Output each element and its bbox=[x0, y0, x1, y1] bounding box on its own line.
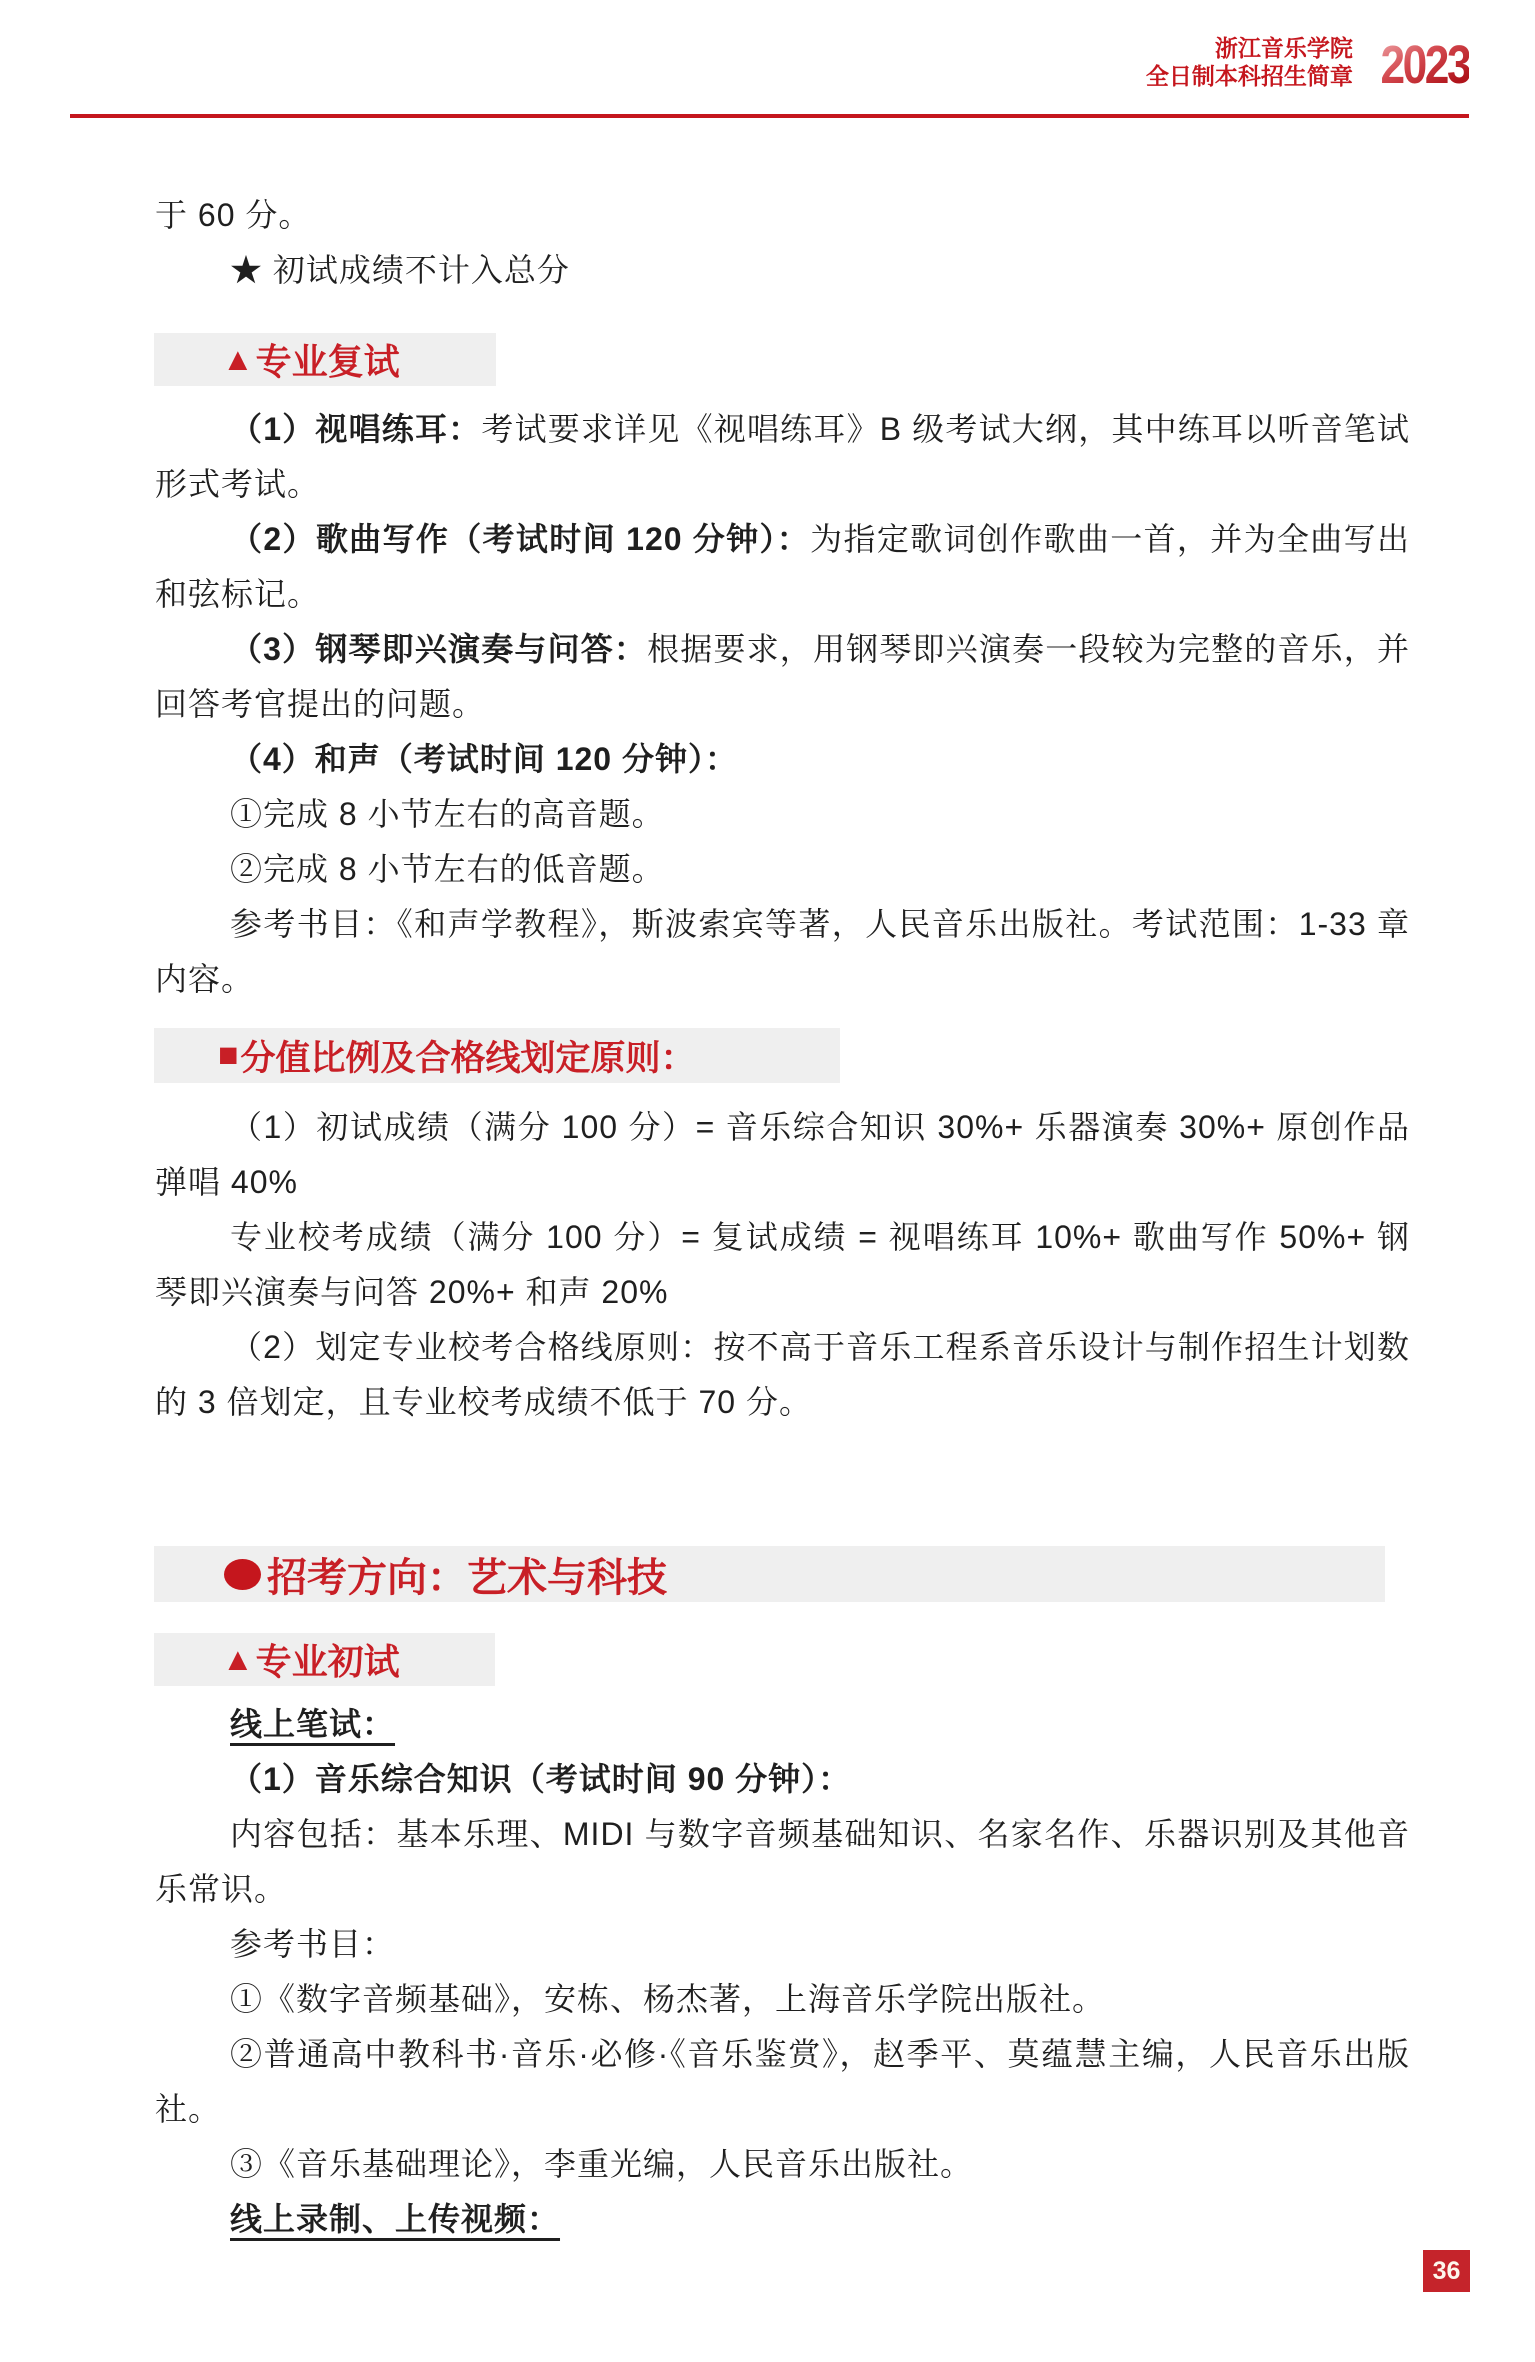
paragraph bbox=[155, 732, 1410, 787]
paragraph bbox=[155, 2027, 1410, 2137]
paragraph bbox=[155, 1807, 1410, 1917]
paragraph-text: 考试要求详见《视唱练耳》B 级考试大纲，其中练耳以听音笔试形式考试。 bbox=[155, 411, 1410, 502]
paragraph bbox=[155, 512, 1410, 622]
paragraph bbox=[155, 842, 1410, 897]
paragraph-text: ②完成 8 小节左右的低音题。 bbox=[230, 851, 665, 887]
paragraph-text: 参考书目： bbox=[230, 1926, 396, 1962]
paragraph-lead: （3）钢琴即兴演奏与问答： bbox=[230, 631, 648, 667]
paragraph-text: 内容包括：基本乐理、MIDI 与数字音频基础知识、名家名作、乐器识别及其他音乐常识。 bbox=[155, 1816, 1410, 1907]
paragraph-text: 专业校考成绩（满分 100 分）= 复试成绩 = 视唱练耳 10%+ 歌曲写作 50%+ 钢琴即兴演奏与问答 20%+ 和声 20% bbox=[155, 1219, 1410, 1310]
subheading-online-video: 线上录制、上传视频： bbox=[230, 2201, 561, 2237]
circle-icon bbox=[224, 1559, 261, 1590]
section-heading-first-test-label: 专业初试 bbox=[255, 1641, 400, 1682]
brochure-title: 全日制本科招生简章 bbox=[1145, 63, 1353, 89]
paragraph-text: ②普通高中教科书·音乐·必修·《音乐鉴赏》，赵季平、莫蕴慧主编，人民音乐出版社。 bbox=[155, 2036, 1410, 2127]
year-label: 2023 bbox=[1380, 35, 1469, 95]
paragraph-lead: （1）视唱练耳： bbox=[230, 411, 482, 447]
triangle-icon: ▲ bbox=[222, 1641, 254, 1677]
paragraph-text: （2）划定专业校考合格线原则：按不高于音乐工程系音乐设计与制作招生计划数的 3 倍划定，且专业校考成绩不低于 70 分。 bbox=[155, 1329, 1410, 1420]
paragraph bbox=[155, 1320, 1410, 1430]
paragraph-text: 为指定歌词创作歌曲一首，并为全曲写出和弦标记。 bbox=[155, 521, 1410, 612]
subheading-online-written: 线上笔试： bbox=[230, 1706, 396, 1742]
page-number-badge: 36 bbox=[1423, 2250, 1470, 2292]
paragraph-text: （1）初试成绩（满分 100 分）= 音乐综合知识 30%+ 乐器演奏 30%+ 原创作品弹唱 40% bbox=[155, 1109, 1410, 1200]
retest-paragraphs bbox=[155, 402, 1410, 1007]
section-heading-scoring bbox=[154, 1028, 840, 1083]
star-note: ★ 初试成绩不计入总分 bbox=[230, 252, 570, 288]
paragraph bbox=[155, 1210, 1410, 1320]
paragraph-text: 根据要求，用钢琴即兴演奏一段较为完整的音乐，并回答考官提出的问题。 bbox=[155, 631, 1410, 722]
paragraph-lead: （2）歌曲写作（考试时间 120 分钟）： bbox=[230, 521, 811, 557]
triangle-icon: ▲ bbox=[222, 341, 254, 377]
banner-title: 招考方向：艺术与科技 bbox=[267, 1555, 667, 1600]
section-banner-direction bbox=[154, 1546, 1385, 1602]
square-icon: ■ bbox=[218, 1036, 239, 1074]
paragraph bbox=[155, 787, 1410, 842]
org-name: 浙江音乐学院 bbox=[1214, 35, 1353, 61]
page-header bbox=[1145, 34, 1469, 95]
header-divider bbox=[70, 114, 1469, 118]
paragraph-text: ③《音乐基础理论》，李重光编，人民音乐出版社。 bbox=[230, 2146, 974, 2182]
paragraph bbox=[155, 1917, 1410, 1972]
paragraph-lead: （1）音乐综合知识（考试时间 90 分钟）： bbox=[230, 1761, 852, 1797]
first-test-paragraphs bbox=[155, 1697, 1410, 2247]
scoring-paragraphs bbox=[155, 1100, 1410, 1430]
section-heading-scoring-label: 分值比例及合格线划定原则： bbox=[240, 1038, 696, 1078]
paragraph bbox=[155, 1100, 1410, 1210]
section-heading-retest bbox=[154, 333, 496, 386]
paragraph bbox=[155, 622, 1410, 732]
paragraph-text: ①《数字音频基础》，安栋、杨杰著，上海音乐学院出版社。 bbox=[230, 1981, 1106, 2017]
paragraph-text: ①完成 8 小节左右的高音题。 bbox=[230, 796, 665, 832]
paragraph bbox=[155, 402, 1410, 512]
carryover-line: 于 60 分。 bbox=[155, 197, 312, 233]
header-titles bbox=[1146, 34, 1353, 90]
paragraph bbox=[155, 897, 1410, 1007]
paragraph bbox=[155, 1972, 1410, 2027]
paragraph-text: 参考书目：《和声学教程》，斯波索宾等著，人民音乐出版社。考试范围：1-33 章内容。 bbox=[155, 906, 1410, 997]
paragraph bbox=[155, 2137, 1410, 2192]
section-heading-retest-label: 专业复试 bbox=[255, 341, 400, 382]
paragraph-lead: （4）和声（考试时间 120 分钟）： bbox=[230, 741, 738, 777]
paragraph bbox=[155, 1752, 1410, 1807]
section-heading-first-test bbox=[154, 1633, 495, 1686]
